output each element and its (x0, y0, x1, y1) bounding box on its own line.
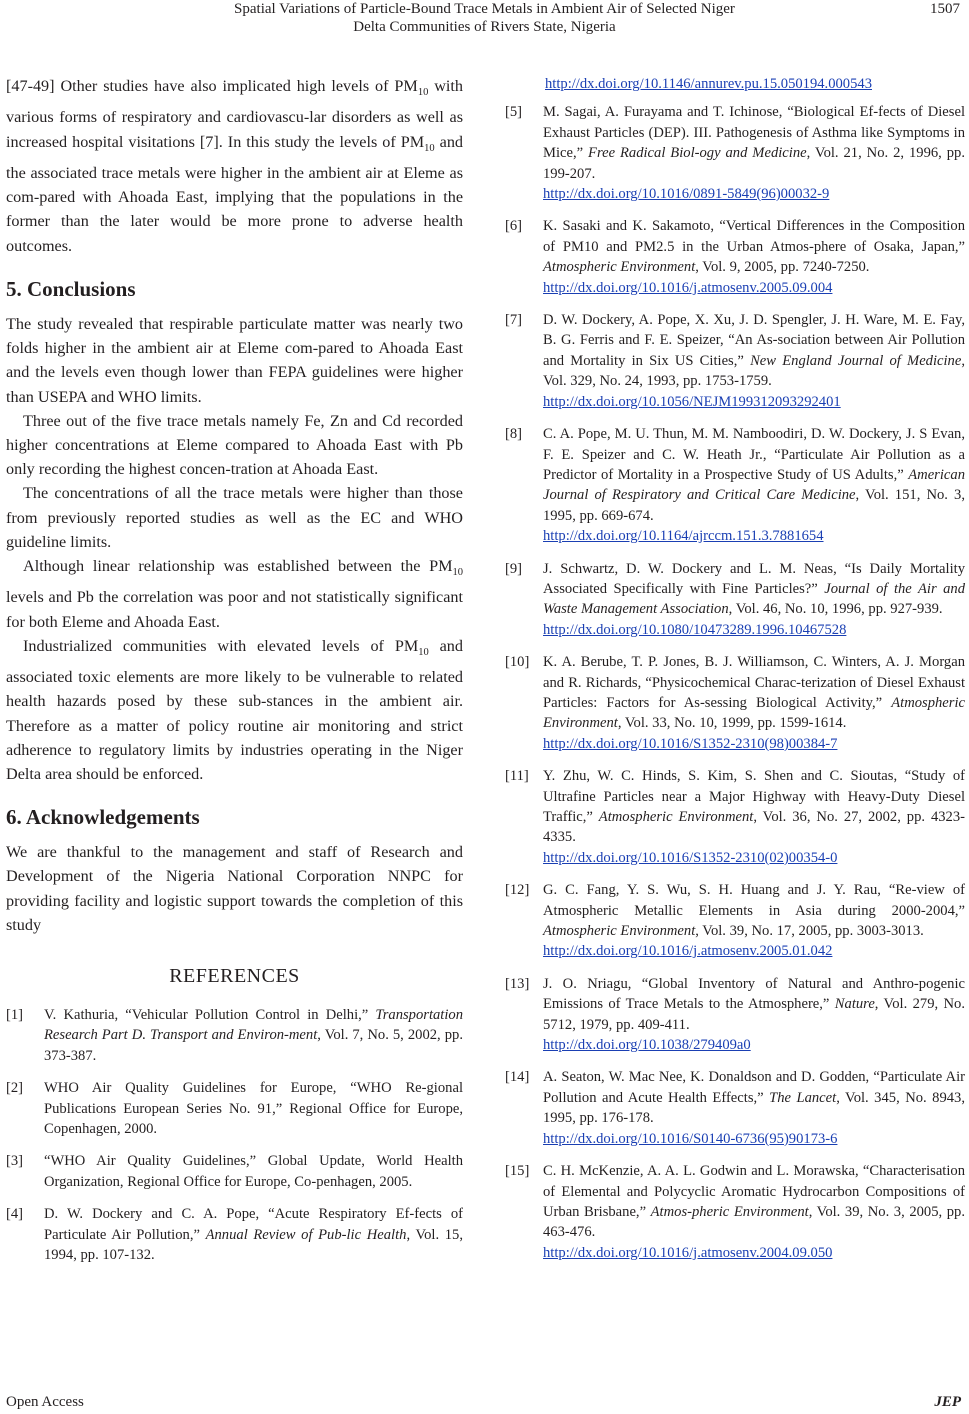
reference-item (505, 216, 965, 298)
reference-authors-title: V. Kathuria, “Vehicular Pollution Control in Delhi,” (44, 1007, 376, 1024)
reference-number: [13] (505, 975, 530, 992)
reference-text (543, 102, 965, 204)
reference-number: [14] (505, 1069, 530, 1086)
reference-volume-pages: , Vol. 21, No. 2, 1996, pp. 199-207. (543, 145, 965, 182)
paragraph-conclusion-1: The study revealed that respirable particulate matter was nearly two folds higher in the ambient air at Eleme com-pared to Ahoada East and the levels even though lower than FEPA guidelines were higher than USEPA and WHO limits. (6, 314, 463, 406)
heading-references: REFERENCES (169, 965, 300, 988)
reference-journal: The Lancet (769, 1089, 837, 1106)
reference-text (44, 1005, 463, 1066)
reference-authors-title: K. A. Berube, T. P. Jones, B. J. Williamson, C. Winters, A. J. Morgan and R. Richards, “Physicochemical Charac-terization of Diesel Exhaust Particles: Factors for As-sessing Biological Activity,” (543, 654, 965, 711)
reference-text (543, 880, 965, 962)
reference-number: [10] (505, 654, 530, 671)
reference-number: [4] (6, 1206, 24, 1223)
right-column (505, 74, 965, 1275)
reference-number: [8] (505, 426, 523, 443)
reference-volume-pages: , Vol. 279, No. 5712, 1979, pp. 409-411. (543, 996, 965, 1033)
reference-volume-pages: , Vol. 9, 2005, pp. 7240-7250. (695, 259, 870, 276)
reference-authors-title: J. O. Nriagu, “Global Inventory of Natural and Anthro-pogenic Emissions of Trace Metals to the Atmosphere,” (543, 975, 965, 1013)
reference-doi-link[interactable]: http://dx.doi.org/10.1164/ajrccm.151.3.7881654 (543, 528, 824, 545)
reference-text (543, 652, 965, 754)
reference-journal: Nature (834, 996, 875, 1013)
reference-4-doi-link[interactable]: http://dx.doi.org/10.1146/annurev.pu.15.050194.000543 (545, 76, 872, 92)
reference-text (543, 974, 965, 1056)
reference-doi-link[interactable]: http://dx.doi.org/10.1038/279409a0 (543, 1037, 751, 1054)
reference-journal: Atmos-pheric Environment (650, 1203, 809, 1220)
reference-journal: American Journal of Respiratory and Critical Care Medicine (543, 466, 965, 504)
reference-item (505, 974, 965, 1056)
reference-number: [5] (505, 104, 523, 121)
reference-journal: Journal of the Air and Waste Management Association (543, 580, 966, 618)
reference-journal: Atmospheric Environment (543, 259, 696, 276)
reference-authors-title: Y. Zhu, W. C. Hinds, S. Kim, S. Shen and C. Sioutas, “Study of Ultrafine Particles near a Major Highway with Heavy-Duty Diesel Traffic,” (543, 768, 965, 825)
reference-volume-pages: , Vol. 7, No. 5, 2002, pp. 373-387. (44, 1027, 463, 1064)
paragraph-conclusion-5: Industrialized communities with elevated levels of $PM_{10}$ and associated toxic elements are more likely to be vulnerable to related health hazards posed by these sub-stances in the ambient air. Therefore as a matter of policy routine air monitoring and strict adherence to regulatory limits by industries operating in the Niger Delta area should be enforced. (6, 636, 463, 784)
left-column (6, 74, 463, 1278)
reference-volume-pages: , Vol. 36, No. 27, 2002, pp. 4323-4335. (543, 809, 965, 846)
reference-authors-title: M. Sagai, A. Furayama and T. Ichinose, “Biological Ef-fects of Diesel Exhaust Particles (DEP). III. Pathogenesis of Asthma like Symptoms in Mice,” (543, 104, 965, 162)
paragraph-conclusion-2: Three out of the five trace metals namely Fe, Zn and Cd recorded higher concentrations at Eleme compared to Ahoada East with Pb only recording the highest concen-tration at Ahoada East. (6, 411, 463, 479)
reference-number: [6] (505, 218, 523, 235)
journal-abbrev: JEP (934, 1394, 961, 1410)
reference-item (505, 766, 965, 868)
reference-text (44, 1204, 463, 1265)
reference-authors-title: K. Sasaki and K. Sakamoto, “Vertical Differences in the Composition of PM10 and PM2.5 in the Urban Atmos-phere of Osaka, Japan,” (543, 218, 965, 255)
reference-authors-title: A. Seaton, W. Mac Nee, K. Donaldson and D. Godden, “Particulate Air Pollution and Acute Health Effects,” (543, 1069, 965, 1106)
reference-volume-pages: , Vol. 15, 1994, pp. 107-132. (44, 1226, 463, 1264)
header-title-line2: Delta Communities of Rivers State, Nigeria (353, 19, 616, 35)
reference-journal: Free Radical Biol-ogy and Medicine (588, 145, 807, 162)
reference-volume-pages: , Vol. 151, No. 3, 1995, pp. 669-674. (543, 487, 965, 524)
reference-volume-pages: , Vol. 329, No. 24, 1993, pp. 1753-1759. (543, 352, 965, 390)
reference-item (505, 559, 965, 641)
reference-volume-pages: , Vol. 46, No. 10, 1996, pp. 927-939. (728, 601, 943, 618)
reference-number: [3] (6, 1153, 24, 1170)
reference-authors-title: G. C. Fang, Y. S. Wu, S. H. Huang and J. Y. Rau, “Re-view of Atmospheric Metallic Elements in Asia during 2000-2004,” (543, 882, 965, 919)
reference-text (543, 766, 965, 868)
reference-doi-link[interactable]: http://dx.doi.org/10.1080/10473289.1996.10467528 (543, 621, 847, 638)
reference-item (6, 1005, 463, 1066)
header-title-line1: Spatial Variations of Particle-Bound Trace Metals in Ambient Air of Selected Niger (234, 1, 735, 17)
reference-item (505, 424, 965, 546)
reference-doi-link[interactable]: http://dx.doi.org/10.1016/j.atmosenv.2004.09.050 (543, 1244, 833, 1261)
reference-item (6, 1204, 463, 1265)
reference-authors-title: J. Schwartz, D. W. Dockery and L. M. Neas, “Is Daily Mortality Associated Specifically with Fine Particles?” (543, 560, 965, 597)
reference-doi-link[interactable]: http://dx.doi.org/10.1016/j.atmosenv.2005.01.042 (543, 943, 833, 960)
open-access-label: Open Access (6, 1394, 84, 1410)
reference-volume-pages: , Vol. 33, No. 10, 1999, pp. 1599-1614. (617, 715, 847, 732)
reference-doi-link[interactable]: http://dx.doi.org/10.1016/S1352-2310(98)00384-7 (543, 735, 838, 752)
reference-journal: Atmospheric Environment (543, 694, 965, 732)
paragraph-discussion-end: [47-49] Other studies have also implicated high levels of $PM_{10}$ with various forms of respiratory and cardiovascu-lar disorders as well as increased hospital visitations [7]. In this study the levels of $PM_{10}$ and the associated trace metals were higher in the ambient air at Eleme as com-pared with Ahoada East, implying that the populations in the former than the later would be more prone to adverse health outcomes. (6, 77, 464, 255)
reference-text (543, 559, 965, 641)
reference-journal: Atmospheric Environment (598, 809, 754, 825)
reference-volume-pages: , Vol. 39, No. 3, 2005, pp. 463-476. (543, 1203, 965, 1241)
reference-journal: New England Journal of Medicine (750, 352, 962, 369)
reference-doi-link[interactable]: http://dx.doi.org/10.1016/S0140-6736(95)90173-6 (543, 1130, 838, 1147)
reference-text (44, 1078, 463, 1139)
reference-authors-title: D. W. Dockery, A. Pope, X. Xu, J. D. Spengler, J. H. Ware, M. E. Fay, B. G. Ferris and F. E. Speizer, “An As-sociation between Air Pollution and Mortality in Six US Cities,” (543, 312, 965, 369)
reference-doi-link[interactable]: http://dx.doi.org/10.1016/0891-5849(96)00032-9 (543, 186, 830, 203)
reference-text (543, 424, 965, 546)
reference-journal: Transportation Research Part D. Transport and Environ-ment (44, 1007, 463, 1044)
reference-authors-title: C. A. Pope, M. U. Thun, M. M. Namboodiri, D. W. Dockery, J. S Evan, F. E. Speizer and C. W. Heath Jr., “Particulate Air Pollution as a Predictor of Mortality in a Prospective Study of US Adults,” (543, 426, 965, 483)
reference-list-left (6, 1005, 463, 1265)
reference-item (505, 1067, 965, 1149)
reference-list-right (505, 102, 965, 1263)
reference-item (6, 1078, 463, 1139)
reference-text (543, 310, 965, 412)
reference-doi-link[interactable]: http://dx.doi.org/10.1016/j.atmosenv.2005.09.004 (543, 279, 833, 296)
reference-number: [9] (505, 560, 523, 577)
page-number: 1507 (930, 1, 960, 17)
reference-volume-pages: , Vol. 39, No. 17, 2005, pp. 3003-3013. (695, 923, 924, 940)
paragraph-conclusion-4: Although linear relationship was established between the $PM_{10}$ levels and Pb the correlation was poor and not statistically significant for both Eleme and Ahoada East. (6, 556, 463, 631)
reference-text (543, 1161, 965, 1263)
paragraph-conclusion-3: The concentrations of all the trace metals were higher than those from previously reported studies as well as the EC and WHO guideline limits. (6, 484, 463, 551)
reference-authors-title: WHO Air Quality Guidelines for Europe, “WHO Re-gional Publications European Series No. 91,” Regional Office for Europe, Copenhagen, 2000. (44, 1080, 463, 1138)
reference-text (543, 216, 965, 298)
reference-item (505, 102, 965, 204)
reference-text (543, 1067, 965, 1149)
reference-number: [2] (6, 1080, 24, 1097)
reference-item (505, 310, 965, 412)
reference-number: [7] (505, 312, 523, 329)
reference-volume-pages: , Vol. 345, No. 8943, 1995, pp. 176-178. (543, 1089, 965, 1127)
reference-item (505, 1161, 965, 1263)
reference-doi-link[interactable]: http://dx.doi.org/10.1016/S1352-2310(02)00354-0 (543, 849, 838, 866)
reference-journal: Annual Review of Pub-lic Health (205, 1226, 407, 1243)
reference-text (44, 1151, 463, 1192)
reference-number: [12] (505, 882, 530, 899)
paragraph-acknowledgements: We are thankful to the management and staff of Research and Development of the Nigeria National Corporation NNPC for providing facility and logistic support towards the completion of this study (6, 843, 463, 934)
reference-authors-title: “WHO Air Quality Guidelines,” Global Update, World Health Organization, Regional Office for Europe, Co-penhagen, 2005. (44, 1153, 463, 1190)
reference-journal: Atmospheric Environment (543, 923, 696, 940)
reference-number: [15] (505, 1163, 530, 1180)
reference-item (6, 1151, 463, 1192)
reference-doi-link[interactable]: http://dx.doi.org/10.1056/NEJM199312093292401 (543, 393, 841, 410)
reference-item (505, 880, 965, 962)
reference-authors-title: D. W. Dockery and C. A. Pope, “Acute Respiratory Ef-fects of Particulate Air Pollution,” (44, 1206, 463, 1243)
reference-item (505, 652, 965, 754)
heading-acknowledgements: 6. Acknowledgements (6, 805, 200, 830)
reference-number: [11] (505, 768, 529, 785)
heading-conclusions: 5. Conclusions (6, 276, 136, 301)
reference-authors-title: C. H. McKenzie, A. A. L. Godwin and L. Morawska, “Characterisation of Elemental and Polycyclic Aromatic Hydrocarbon Compositions of Urban Brisbane,” (543, 1163, 965, 1220)
reference-number: [1] (6, 1007, 24, 1024)
